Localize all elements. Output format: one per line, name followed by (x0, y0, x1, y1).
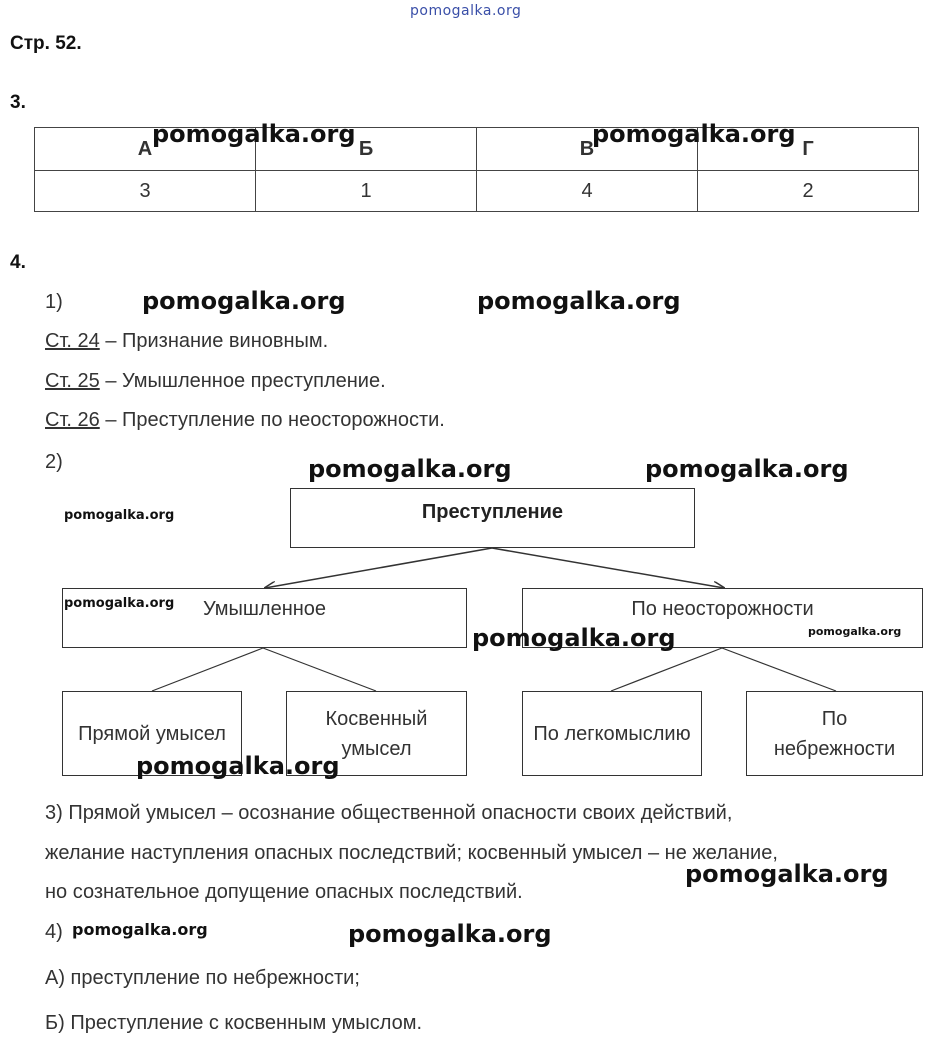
watermark: pomogalka.org (348, 920, 552, 948)
diagram-intentional: Умышленное (62, 588, 467, 648)
task4-number: 4. (10, 252, 26, 273)
watermark: pomogalka.org (142, 287, 346, 315)
part4-answer-a: А) преступление по небрежности; (45, 967, 360, 989)
arrow-to-right (492, 548, 724, 588)
watermark: pomogalka.org (136, 752, 340, 780)
watermark: pomogalka.org (308, 455, 512, 483)
article-text: – Умышленное преступление. (105, 370, 386, 392)
watermark: pomogalka.org (472, 624, 676, 652)
article-text: – Преступление по неосторожности. (105, 409, 445, 431)
watermark: pomogalka.org (72, 920, 208, 939)
part4-label: 4) (45, 921, 63, 943)
answer-header-v: В (477, 128, 698, 171)
diagram-direct-intent: Прямой умысел (62, 691, 242, 776)
diagram-root: Преступление (290, 488, 695, 548)
watermark: pomogalka.org (64, 508, 175, 523)
answer-value-g: 2 (698, 171, 919, 212)
diagram-frivolity: По легкомыслию (522, 691, 702, 776)
answer-header-g: Г (698, 128, 919, 171)
article-text: – Признание виновным. (105, 330, 329, 352)
article-ref: Ст. 24 (45, 330, 100, 352)
watermark: pomogalka.org (685, 860, 889, 888)
article-ref: Ст. 25 (45, 370, 100, 392)
part2-label: 2) (45, 451, 63, 473)
watermark: pomogalka.org (477, 287, 681, 315)
answer-value-a: 3 (35, 171, 256, 212)
article-ref: Ст. 26 (45, 409, 100, 431)
page-label: Стр. 52. (10, 33, 82, 54)
diagram-indirect-intent: Косвенный умысел (286, 691, 467, 776)
line-right-2 (722, 648, 836, 691)
part3-line-1: 3) Прямой умысел – осознание общественной опасности своих действий, (45, 802, 733, 824)
line-left-1 (152, 648, 263, 691)
arrow-to-left (265, 548, 492, 588)
line-right-1 (611, 648, 722, 691)
answer-header-b: Б (256, 128, 477, 171)
part4-answer-b: Б) Преступление с косвенным умыслом. (45, 1012, 423, 1034)
part3-line-3: но сознательное допущение опасных последствий. (45, 881, 523, 903)
top-watermark: pomogalka.org (410, 3, 522, 19)
watermark: pomogalka.org (152, 120, 356, 148)
answer-value-b: 1 (256, 171, 477, 212)
line-left-2 (263, 648, 376, 691)
task3-number: 3. (10, 92, 26, 113)
diagram-carelessness: По небрежности (746, 691, 923, 776)
part3-line-2: желание наступления опасных последствий; косвенный умысел – не желание, (45, 842, 778, 864)
watermark: pomogalka.org (592, 120, 796, 148)
watermark: pomogalka.org (808, 625, 902, 638)
part1-label: 1) (45, 291, 63, 313)
answer-value-v: 4 (477, 171, 698, 212)
watermark: pomogalka.org (645, 455, 849, 483)
diagram-negligent: По неосторожности (522, 588, 923, 648)
watermark: pomogalka.org (64, 596, 175, 611)
answer-header-a: А (35, 128, 256, 171)
